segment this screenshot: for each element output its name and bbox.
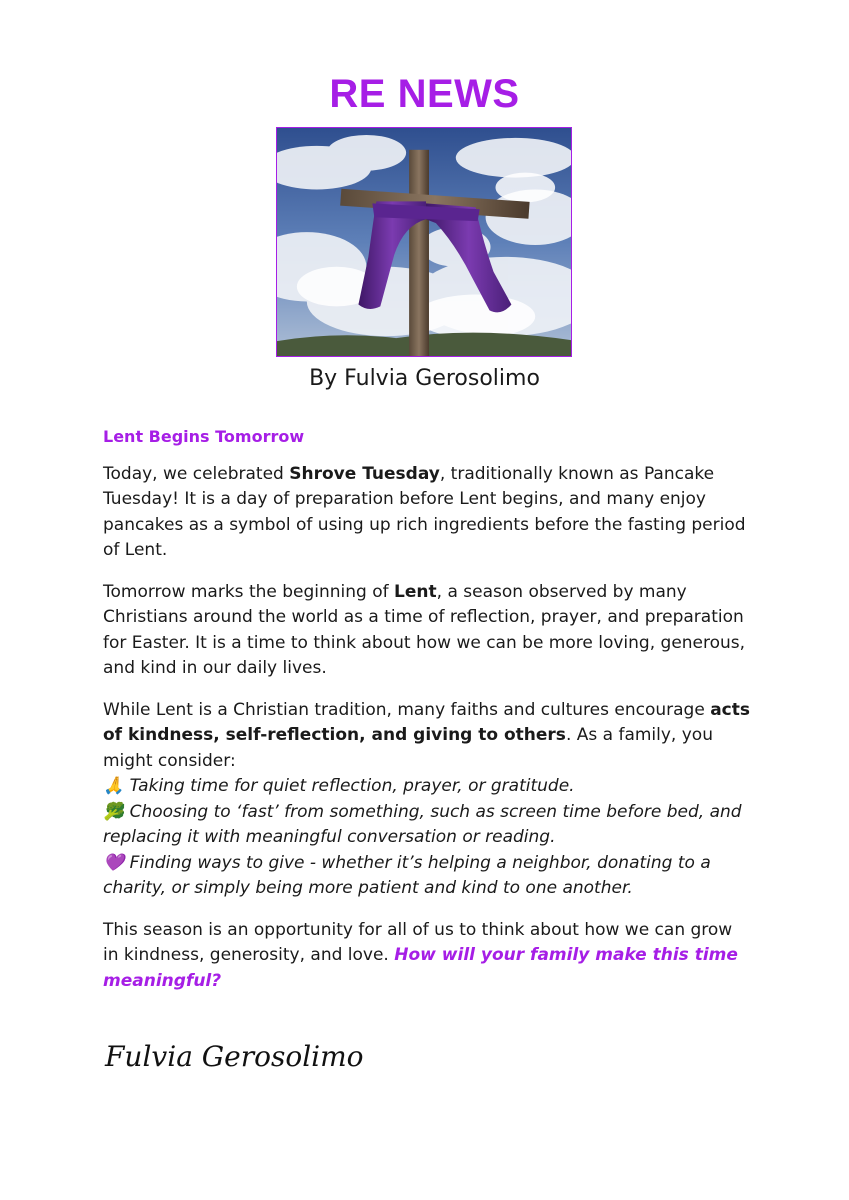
praying-hands-icon: 🙏 bbox=[103, 776, 125, 796]
suggestion-text: Choosing to ‘fast’ from something, such as screen time before bed, and replacing it with meaningful conversation or reading. bbox=[103, 801, 742, 847]
paragraph-text: , a season observed by many Christians around the world as a time of reflection, prayer, and preparation for Easter. It is a time to think about how we can be more loving, generous, and kind in our daily lives. bbox=[103, 581, 746, 678]
signature: Fulvia Gerosolimo bbox=[105, 1040, 364, 1073]
cross-with-purple-cloth-illustration bbox=[277, 128, 571, 356]
paragraph-closing bbox=[103, 918, 753, 995]
purple-heart-icon: 💜 bbox=[103, 852, 125, 873]
newsletter-title: RE NEWS bbox=[329, 72, 520, 116]
paragraph-shrove-tuesday bbox=[103, 462, 753, 564]
paragraph-text: , traditionally known as Pancake Tuesday! It is a day of preparation before Lent begins, and many enjoy pancakes as a symbol of using up rich ingredients before the fasting period of Lent. bbox=[103, 463, 746, 560]
paragraph-kindness bbox=[103, 698, 753, 775]
paragraph-lent bbox=[103, 580, 753, 682]
suggestion-item bbox=[103, 851, 753, 902]
bold-term: acts of kindness, self-reflection, and giving to others bbox=[103, 699, 750, 745]
paragraph-text: . As a family, you might consider: bbox=[103, 725, 713, 771]
suggestion-item bbox=[103, 774, 753, 800]
paragraph-text: While Lent is a Christian tradition, many faiths and cultures encourage bbox=[103, 699, 711, 720]
bold-term: Shrove Tuesday bbox=[289, 463, 440, 484]
paragraph-text: Tomorrow marks the beginning of bbox=[103, 581, 395, 602]
suggestion-item bbox=[103, 800, 753, 851]
suggestion-text: Taking time for quiet reflection, prayer, or gratitude. bbox=[129, 776, 575, 796]
paragraph-text: Today, we celebrated bbox=[103, 463, 290, 484]
suggestions-block bbox=[103, 698, 753, 902]
article-heading: Lent Begins Tomorrow bbox=[103, 427, 305, 446]
lent-cross-image bbox=[276, 127, 572, 357]
closing-question: How will your family make this time meaningful? bbox=[103, 945, 738, 991]
suggestion-text: Finding ways to give - whether it’s helping a neighbor, donating to a charity, or simply being more patient and kind to one another. bbox=[103, 852, 711, 898]
byline: By Fulvia Gerosolimo bbox=[309, 366, 540, 391]
paragraph-text: This season is an opportunity for all of us to think about how we can grow in kindness, generosity, and love. bbox=[103, 919, 733, 965]
article bbox=[103, 424, 753, 1010]
broccoli-icon: 🥦 bbox=[103, 801, 125, 822]
bold-term: Lent bbox=[394, 581, 437, 602]
